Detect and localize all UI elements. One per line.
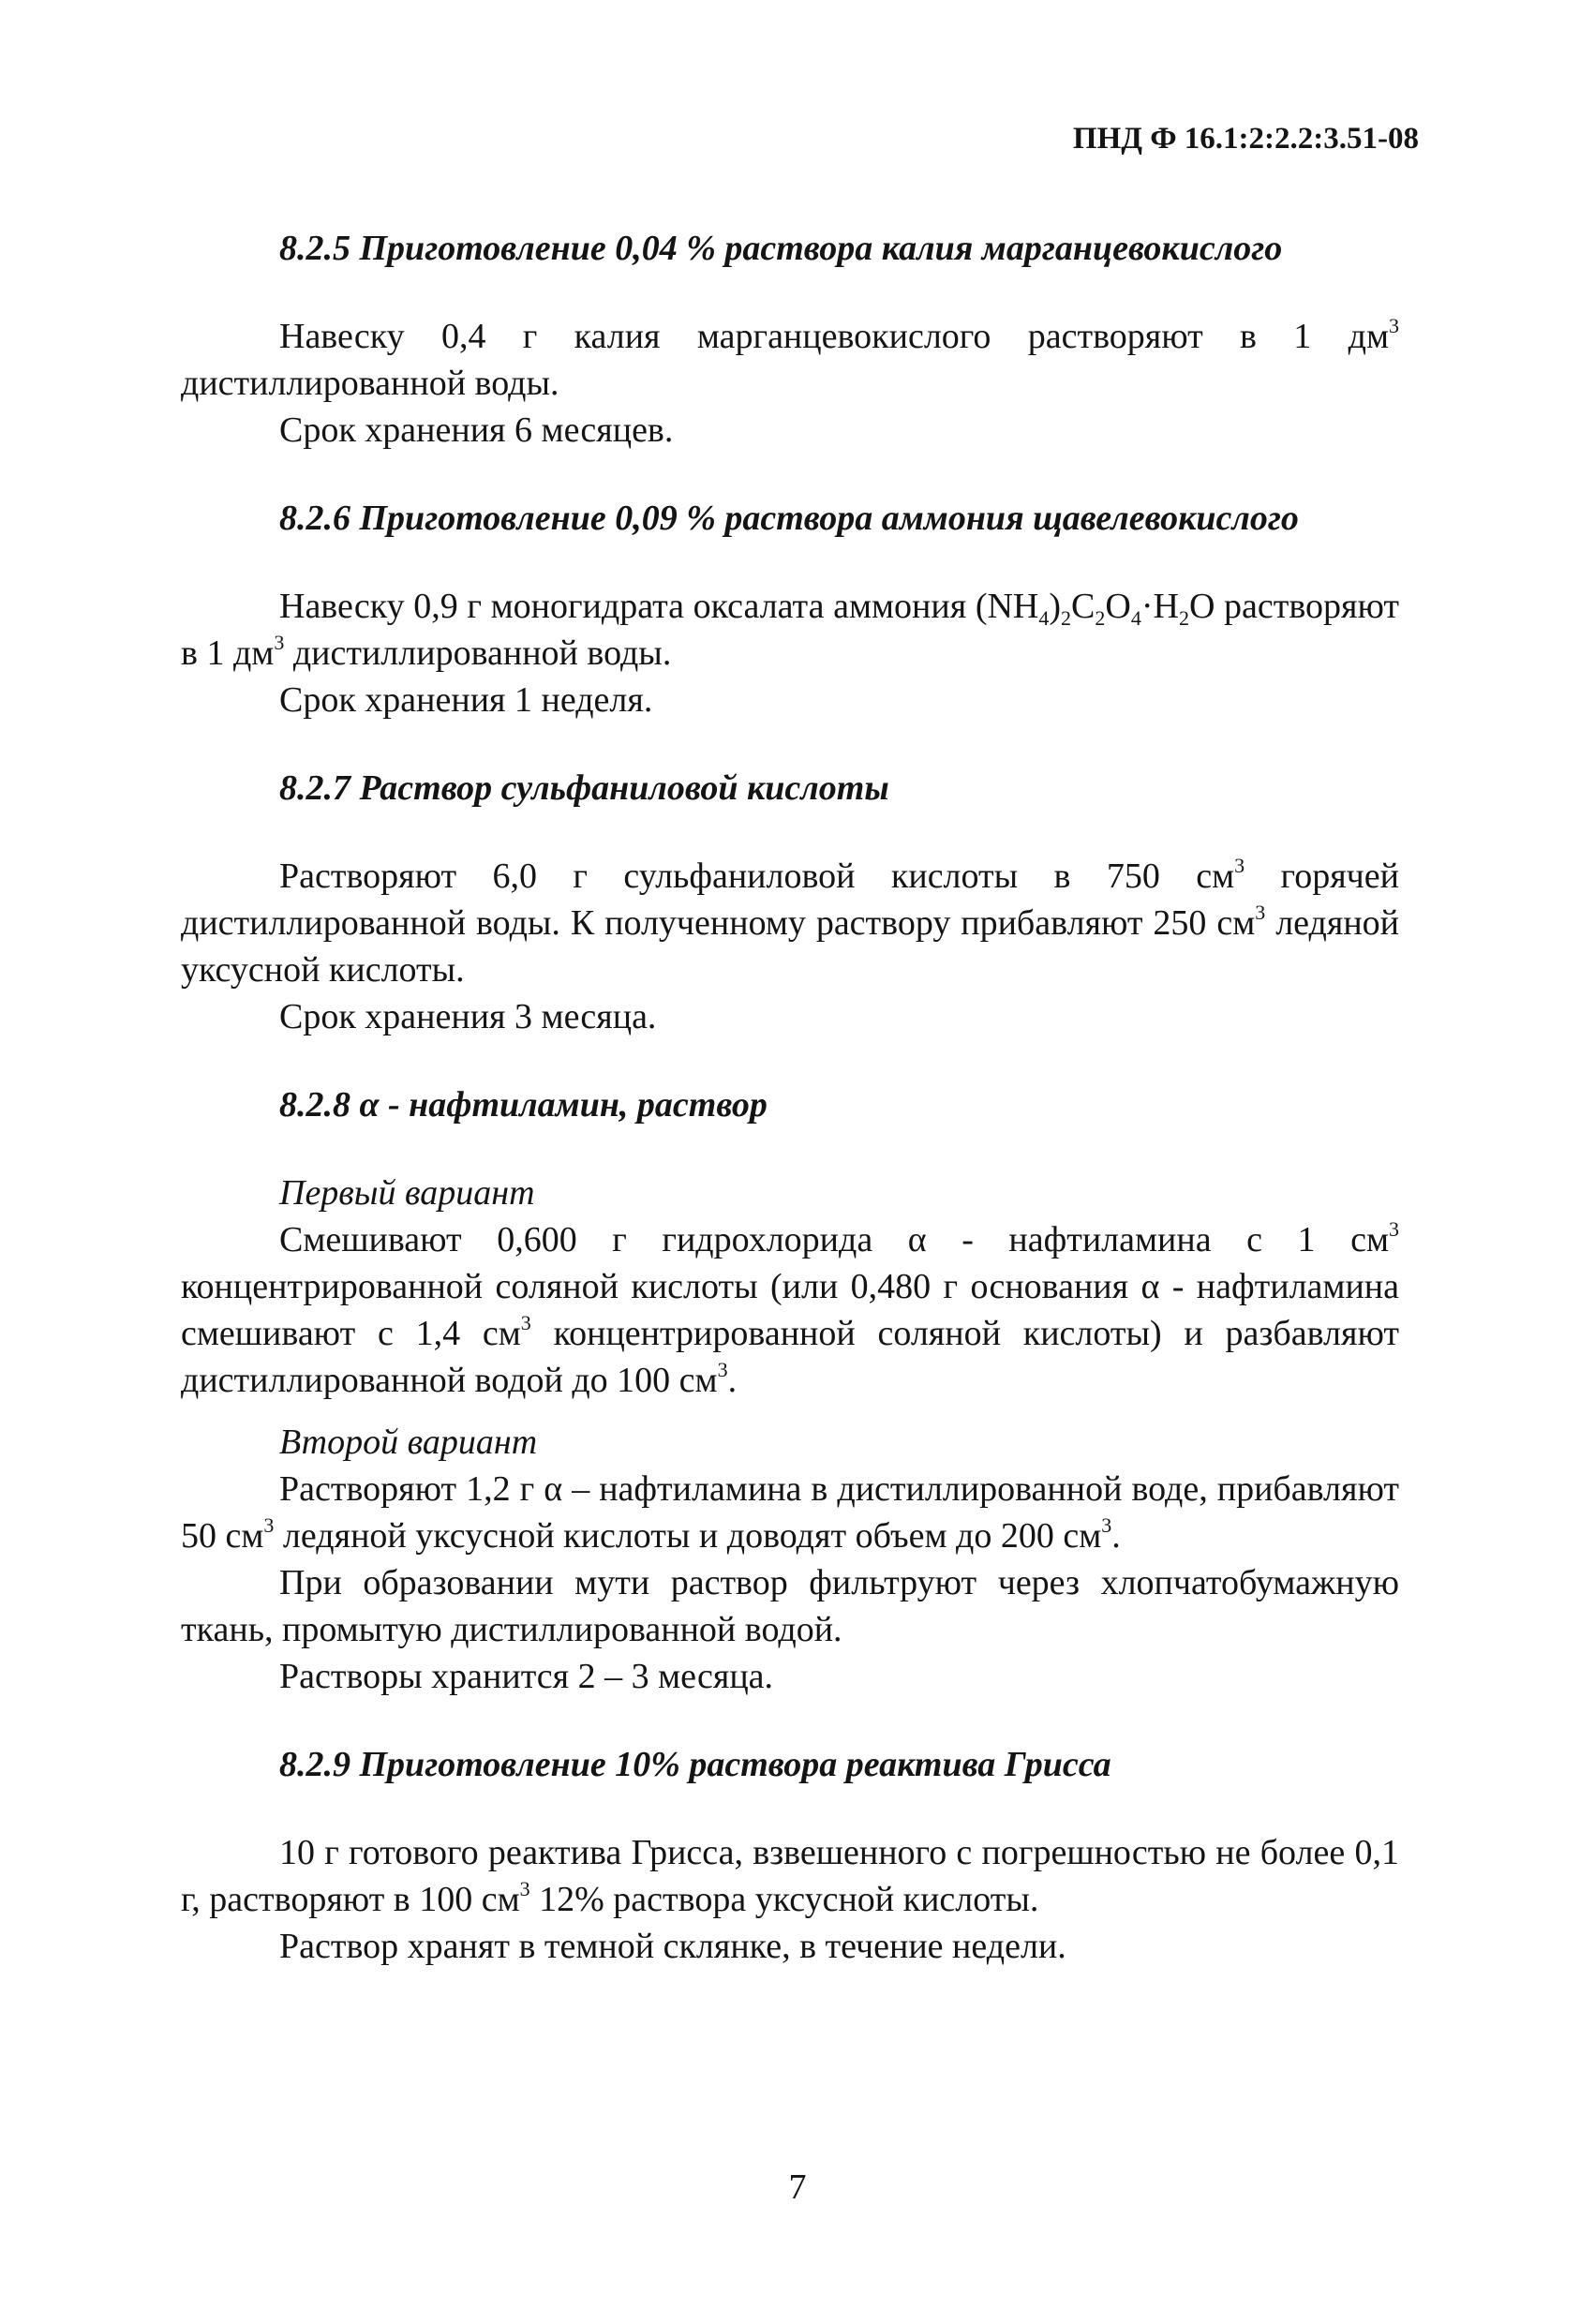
section-title-8-2-6: 8.2.6 Приготовление 0,09 % раствора аммония щавелевокислого	[279, 499, 1299, 538]
variant-1-heading: Первый вариант	[279, 1173, 535, 1213]
paragraph-8-2-6-storage: Срок хранения 1 неделя.	[279, 680, 653, 720]
paragraph-8-2-7-storage: Срок хранения 3 месяца.	[279, 997, 657, 1036]
document-body	[181, 225, 1399, 1970]
paragraph-8-2-8-storage: Растворы хранится 2 – 3 месяца.	[279, 1657, 774, 1696]
paragraph-8-2-9-storage: Раствор хранят в темной склянке, в течение недели.	[279, 1927, 1066, 1966]
variant-2-heading: Второй вариант	[279, 1423, 538, 1462]
section-title-8-2-9: 8.2.9 Приготовление 10% раствора реактива Грисса	[279, 1745, 1111, 1784]
paragraph-8-2-6-text: Навеску 0,9 г моногидрата оксалата аммония $(NH_4)_2C_2O_4\cdot H_2O$ растворяют в 1 $дм^3$ дистиллированной воды.	[181, 587, 1400, 673]
paragraph-8-2-9-text: 10 г готового реактива Грисса, взвешенного с погрешностью не более 0,1 г, растворяют в 100 $см^3$ 12% раствора уксусной кислоты.	[181, 1833, 1399, 1919]
section-title-8-2-8: 8.2.8 α - нафтиламин, раствор	[279, 1085, 768, 1125]
paragraph-8-2-8-variant-2: Растворяют 1,2 г α – нафтиламина в дистиллированной воде, прибавляют 50 $см^3$ ледяной уксусной кислоты и доводят объем до 200 $см^3$.	[181, 1469, 1399, 1556]
section-title-8-2-5: 8.2.5 Приготовление 0,04 % раствора калия марганцевокислого	[279, 229, 1283, 268]
paragraph-8-2-8-filtering: При образовании мути раствор фильтруют через хлопчатобумажную ткань, промытую дистиллированной водой.	[181, 1563, 1399, 1649]
page-number: 7	[788, 2168, 807, 2207]
paragraph-8-2-5-storage: Срок хранения 6 месяцев.	[279, 410, 674, 450]
document-code: ПНД Ф 16.1:2:2.2:3.51-08	[1072, 122, 1419, 156]
paragraph-8-2-7-text: Растворяют 6,0 г сульфаниловой кислоты в 750 $см^3$ горячей дистиллированной воды. К полученному раствору прибавляют 250 $см^3$ ледяной уксусной кислоты.	[181, 854, 1399, 990]
paragraph-8-2-8-variant-1: Смешивают 0,600 г гидрохлорида α - нафтиламина с 1 $см^3$ концентрированной соляной кислоты (или 0,480 г основания α - нафтиламина смешивают с 1,4 $см^3$ концентрированной соляной кислоты) и разбавляют дистиллированной водой до 100 $см^3$.	[181, 1217, 1399, 1400]
section-title-8-2-7: 8.2.7 Раствор сульфаниловой кислоты	[279, 768, 889, 808]
paragraph-8-2-5-text: Навеску 0,4 г калия марганцевокислого растворяют в 1 $дм^3$ дистиллированной воды.	[181, 314, 1399, 403]
